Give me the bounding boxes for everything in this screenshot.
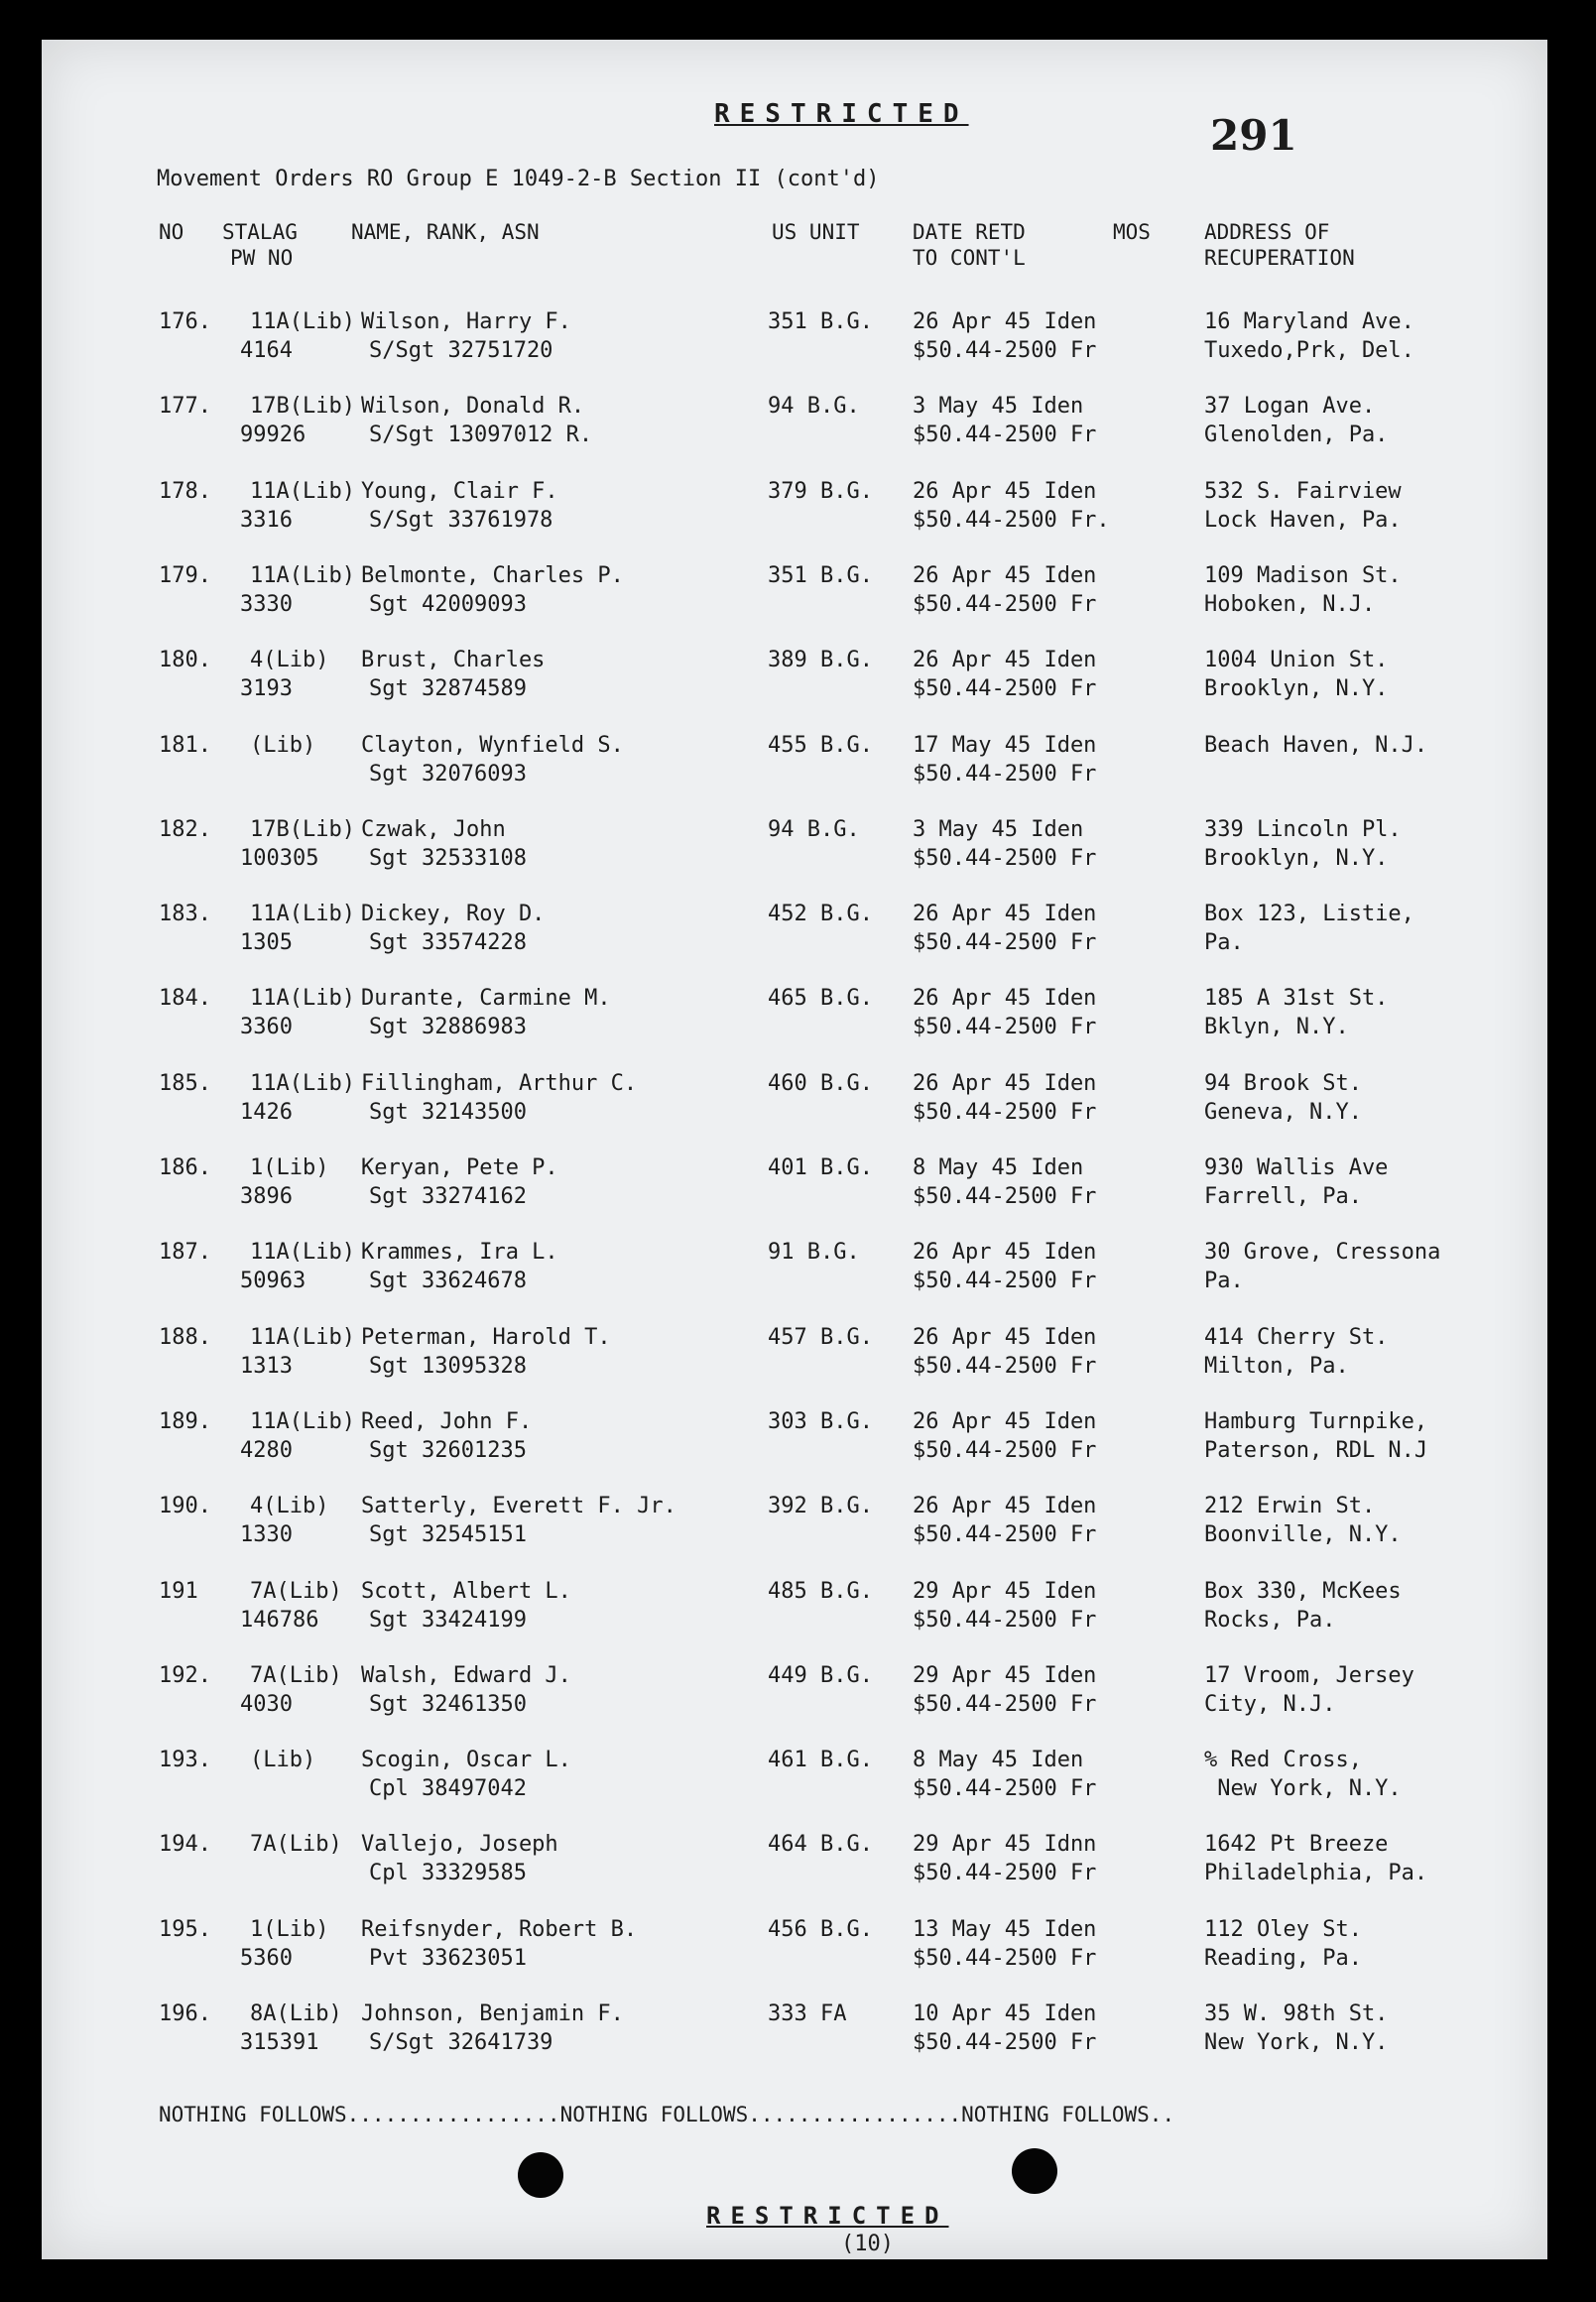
address-line-1: 532 S. Fairview (1204, 478, 1402, 504)
col-header-address: ADDRESS OF (1204, 220, 1330, 244)
address-line-1: 109 Madison St. (1204, 562, 1402, 588)
address-line-1: 37 Logan Ave. (1204, 394, 1376, 420)
pw-number: 1330 (240, 1522, 293, 1548)
punch-hole (1012, 2148, 1057, 2194)
address-line-1: 414 Cherry St. (1204, 1324, 1389, 1350)
pw-number: 1426 (240, 1099, 293, 1125)
table-row (42, 300, 1547, 379)
rank-asn: Sgt 32874589 (369, 676, 527, 702)
row-number: 178. (159, 478, 211, 504)
date-returned: 8 May 45 Iden (913, 1748, 1084, 1773)
pw-number: 3330 (240, 591, 293, 617)
col-header-name: NAME, RANK, ASN (351, 220, 540, 244)
date-returned: 10 Apr 45 Iden (913, 2001, 1097, 2026)
soldier-name: Peterman, Harold T. (361, 1324, 611, 1350)
row-number: 191 (159, 1578, 198, 1604)
us-unit: 351 B.G. (768, 562, 873, 588)
row-number: 180. (159, 648, 211, 673)
row-number: 183. (159, 902, 211, 927)
stalag: 11A(Lib) (250, 902, 355, 927)
pw-number: 5360 (240, 1945, 293, 1971)
table-row (42, 1907, 1547, 1987)
address-line-1: 35 W. 98th St. (1204, 2001, 1389, 2026)
us-unit: 333 FA (768, 2001, 847, 2026)
stalag: 1(Lib) (250, 1916, 329, 1942)
row-number: 182. (159, 816, 211, 842)
date-returned: 26 Apr 45 Iden (913, 986, 1097, 1012)
us-unit: 464 B.G. (768, 1832, 873, 1858)
soldier-name: Belmonte, Charles P. (361, 562, 624, 588)
stalag: 7A(Lib) (250, 1832, 342, 1858)
address-line-1: 16 Maryland Ave. (1204, 309, 1414, 334)
stalag: 11A(Lib) (250, 309, 355, 334)
soldier-name: Clayton, Wynfield S. (361, 732, 624, 758)
stalag: 4(Lib) (250, 1494, 329, 1519)
finance-note: $50.44-2500 Fr (913, 1099, 1097, 1125)
table-row (42, 1061, 1547, 1141)
address-line-2: Tuxedo,Prk, Del. (1204, 338, 1414, 363)
date-returned: 26 Apr 45 Iden (913, 562, 1097, 588)
finance-note: $50.44-2500 Fr (913, 1184, 1097, 1209)
address-line-2: Boonville, N.Y. (1204, 1522, 1402, 1548)
table-row (42, 807, 1547, 887)
table-row (42, 1992, 1547, 2071)
address-line-1: % Red Cross, (1204, 1748, 1362, 1773)
finance-note: $50.44-2500 Fr (913, 1861, 1097, 1886)
col-header-mos: MOS (1113, 220, 1151, 244)
rank-asn: Sgt 32461350 (369, 1691, 527, 1717)
soldier-name: Keryan, Pete P. (361, 1155, 558, 1180)
rank-asn: Sgt 32143500 (369, 1099, 527, 1125)
classification-header: RESTRICTED (714, 99, 969, 129)
soldier-name: Reed, John F. (361, 1408, 533, 1434)
rank-asn: Sgt 42009093 (369, 591, 527, 617)
us-unit: 303 B.G. (768, 1408, 873, 1434)
stalag: 11A(Lib) (250, 986, 355, 1012)
row-number: 177. (159, 394, 211, 420)
us-unit: 392 B.G. (768, 1494, 873, 1519)
col-header-pw-no: PW NO (230, 246, 294, 270)
address-line-1: 339 Lincoln Pl. (1204, 816, 1402, 842)
stalag: 1(Lib) (250, 1155, 329, 1180)
table-row (42, 1569, 1547, 1648)
rank-asn: S/Sgt 13097012 R. (369, 423, 593, 448)
finance-note: $50.44-2500 Fr (913, 676, 1097, 702)
row-number: 184. (159, 986, 211, 1012)
pw-number: 1305 (240, 930, 293, 956)
address-line-2: Hoboken, N.J. (1204, 591, 1376, 617)
stalag: 4(Lib) (250, 648, 329, 673)
table-row (42, 638, 1547, 717)
sheet-number: (10) (841, 2232, 894, 2256)
address-line-2: Pa. (1204, 930, 1244, 956)
us-unit: 389 B.G. (768, 648, 873, 673)
soldier-name: Dickey, Roy D. (361, 902, 546, 927)
stalag: 11A(Lib) (250, 1240, 355, 1266)
pw-number: 315391 (240, 2030, 319, 2055)
finance-note: $50.44-2500 Fr (913, 1437, 1097, 1463)
table-row (42, 1146, 1547, 1225)
soldier-name: Satterly, Everett F. Jr. (361, 1494, 676, 1519)
finance-note: $50.44-2500 Fr (913, 2030, 1097, 2055)
soldier-name: Vallejo, Joseph (361, 1832, 558, 1858)
row-number: 179. (159, 562, 211, 588)
finance-note: $50.44-2500 Fr (913, 1015, 1097, 1040)
pw-number: 100305 (240, 845, 319, 871)
address-line-2: Brooklyn, N.Y. (1204, 845, 1389, 871)
date-returned: 29 Apr 45 Iden (913, 1578, 1097, 1604)
finance-note: $50.44-2500 Fr (913, 1691, 1097, 1717)
stalag: 11A(Lib) (250, 1324, 355, 1350)
us-unit: 452 B.G. (768, 902, 873, 927)
stalag: 17B(Lib) (250, 394, 355, 420)
date-returned: 29 Apr 45 Iden (913, 1662, 1097, 1688)
pw-number: 3193 (240, 676, 293, 702)
finance-note: $50.44-2500 Fr (913, 338, 1097, 363)
row-number: 193. (159, 1748, 211, 1773)
table-row (42, 1484, 1547, 1563)
soldier-name: Johnson, Benjamin F. (361, 2001, 624, 2026)
address-line-1: 30 Grove, Cressona (1204, 1240, 1441, 1266)
address-line-1: 1642 Pt Breeze (1204, 1832, 1389, 1858)
rank-asn: Sgt 33424199 (369, 1607, 527, 1633)
col-header-address-2: RECUPERATION (1204, 246, 1355, 270)
stalag: 7A(Lib) (250, 1662, 342, 1688)
address-line-2: Paterson, RDL N.J (1204, 1437, 1428, 1463)
soldier-name: Scott, Albert L. (361, 1578, 571, 1604)
row-number: 185. (159, 1070, 211, 1096)
row-number: 194. (159, 1832, 211, 1858)
address-line-2: City, N.J. (1204, 1691, 1336, 1717)
punch-hole (518, 2152, 563, 2198)
address-line-1: 212 Erwin St. (1204, 1494, 1376, 1519)
row-number: 195. (159, 1916, 211, 1942)
date-returned: 26 Apr 45 Iden (913, 902, 1097, 927)
date-returned: 26 Apr 45 Iden (913, 309, 1097, 334)
pw-number: 146786 (240, 1607, 319, 1633)
rank-asn: Pvt 33623051 (369, 1945, 527, 1971)
address-line-1: Box 330, McKees (1204, 1578, 1402, 1604)
us-unit: 485 B.G. (768, 1578, 873, 1604)
table-row (42, 723, 1547, 802)
rank-asn: Sgt 32076093 (369, 761, 527, 787)
stalag: 11A(Lib) (250, 1408, 355, 1434)
stalag: 11A(Lib) (250, 478, 355, 504)
date-returned: 26 Apr 45 Iden (913, 1408, 1097, 1434)
rank-asn: Sgt 32886983 (369, 1015, 527, 1040)
rank-asn: S/Sgt 33761978 (369, 507, 553, 533)
rank-asn: Sgt 13095328 (369, 1353, 527, 1379)
finance-note: $50.44-2500 Fr (913, 1776, 1097, 1802)
date-returned: 17 May 45 Iden (913, 732, 1097, 758)
address-line-2: Bklyn, N.Y. (1204, 1015, 1349, 1040)
table-row (42, 1315, 1547, 1394)
address-line-1: 185 A 31st St. (1204, 986, 1389, 1012)
row-number: 188. (159, 1324, 211, 1350)
finance-note: $50.44-2500 Fr (913, 1353, 1097, 1379)
address-line-1: 1004 Union St. (1204, 648, 1389, 673)
soldier-name: Krammes, Ira L. (361, 1240, 558, 1266)
table-row (42, 1230, 1547, 1309)
us-unit: 456 B.G. (768, 1916, 873, 1942)
soldier-name: Walsh, Edward J. (361, 1662, 571, 1688)
soldier-name: Fillingham, Arthur C. (361, 1070, 638, 1096)
finance-note: $50.44-2500 Fr (913, 591, 1097, 617)
col-header-stalag: STALAG (222, 220, 298, 244)
address-line-2: New York, N.Y. (1204, 1776, 1402, 1802)
date-returned: 26 Apr 45 Iden (913, 478, 1097, 504)
stalag: (Lib) (250, 1748, 316, 1773)
stalag: (Lib) (250, 732, 316, 758)
us-unit: 379 B.G. (768, 478, 873, 504)
pw-number: 1313 (240, 1353, 293, 1379)
document-page (42, 40, 1547, 2259)
finance-note: $50.44-2500 Fr (913, 761, 1097, 787)
us-unit: 351 B.G. (768, 309, 873, 334)
address-line-2: Reading, Pa. (1204, 1945, 1362, 1971)
date-returned: 8 May 45 Iden (913, 1155, 1084, 1180)
pw-number: 4280 (240, 1437, 293, 1463)
address-line-1: 112 Oley St. (1204, 1916, 1362, 1942)
finance-note: $50.44-2500 Fr (913, 1269, 1097, 1294)
date-returned: 26 Apr 45 Iden (913, 1070, 1097, 1096)
rank-asn: Cpl 33329585 (369, 1861, 527, 1886)
date-returned: 3 May 45 Iden (913, 816, 1084, 842)
address-line-2: Philadelphia, Pa. (1204, 1861, 1428, 1886)
stalag: 11A(Lib) (250, 562, 355, 588)
classification-footer: RESTRICTED (706, 2202, 949, 2230)
rank-asn: Sgt 32601235 (369, 1437, 527, 1463)
pw-number: 3360 (240, 1015, 293, 1040)
finance-note: $50.44-2500 Fr (913, 1522, 1097, 1548)
pw-number: 4164 (240, 338, 293, 363)
col-header-unit: US UNIT (772, 220, 860, 244)
table-row (42, 1822, 1547, 1901)
date-returned: 26 Apr 45 Iden (913, 648, 1097, 673)
address-line-2: Geneva, N.Y. (1204, 1099, 1362, 1125)
soldier-name: Young, Clair F. (361, 478, 558, 504)
pw-number: 99926 (240, 423, 307, 448)
pw-number: 3316 (240, 507, 293, 533)
date-returned: 13 May 45 Iden (913, 1916, 1097, 1942)
date-returned: 26 Apr 45 Iden (913, 1240, 1097, 1266)
row-number: 189. (159, 1408, 211, 1434)
soldier-name: Reifsnyder, Robert B. (361, 1916, 638, 1942)
rank-asn: Sgt 33624678 (369, 1269, 527, 1294)
col-header-date-2: TO CONT'L (913, 246, 1026, 270)
us-unit: 449 B.G. (768, 1662, 873, 1688)
page-number: 291 (1210, 111, 1297, 160)
rank-asn: S/Sgt 32751720 (369, 338, 553, 363)
address-line-2: Farrell, Pa. (1204, 1184, 1362, 1209)
rank-asn: S/Sgt 32641739 (369, 2030, 553, 2055)
us-unit: 94 B.G. (768, 394, 860, 420)
address-line-1: Hamburg Turnpike, (1204, 1408, 1428, 1434)
date-returned: 3 May 45 Iden (913, 394, 1084, 420)
us-unit: 91 B.G. (768, 1240, 860, 1266)
soldier-name: Durante, Carmine M. (361, 986, 611, 1012)
address-line-2: New York, N.Y. (1204, 2030, 1389, 2055)
us-unit: 461 B.G. (768, 1748, 873, 1773)
address-line-2: Glenolden, Pa. (1204, 423, 1389, 448)
rank-asn: Sgt 33574228 (369, 930, 527, 956)
table-row (42, 1399, 1547, 1479)
address-line-2: Milton, Pa. (1204, 1353, 1349, 1379)
col-header-date: DATE RETD (913, 220, 1026, 244)
table-row (42, 892, 1547, 971)
rank-asn: Cpl 38497042 (369, 1776, 527, 1802)
row-number: 176. (159, 309, 211, 334)
stalag: 17B(Lib) (250, 816, 355, 842)
date-returned: 26 Apr 45 Iden (913, 1494, 1097, 1519)
us-unit: 457 B.G. (768, 1324, 873, 1350)
us-unit: 465 B.G. (768, 986, 873, 1012)
soldier-name: Brust, Charles (361, 648, 546, 673)
row-number: 186. (159, 1155, 211, 1180)
rank-asn: Sgt 32545151 (369, 1522, 527, 1548)
address-line-1: 930 Wallis Ave (1204, 1155, 1389, 1180)
date-returned: 29 Apr 45 Idnn (913, 1832, 1097, 1858)
finance-note: $50.44-2500 Fr (913, 423, 1097, 448)
table-row (42, 1653, 1547, 1733)
table-row (42, 553, 1547, 633)
us-unit: 94 B.G. (768, 816, 860, 842)
row-number: 196. (159, 2001, 211, 2026)
table-row (42, 1738, 1547, 1817)
address-line-1: Box 123, Listie, (1204, 902, 1414, 927)
address-line-1: 94 Brook St. (1204, 1070, 1362, 1096)
stalag: 7A(Lib) (250, 1578, 342, 1604)
soldier-name: Czwak, John (361, 816, 506, 842)
finance-note: $50.44-2500 Fr (913, 1607, 1097, 1633)
nothing-follows-line: NOTHING FOLLOWS.................NOTHING FOLLOWS.................NOTHING FOLLOWS.. (159, 2103, 1175, 2126)
pw-number: 3896 (240, 1184, 293, 1209)
date-returned: 26 Apr 45 Iden (913, 1324, 1097, 1350)
finance-note: $50.44-2500 Fr. (913, 507, 1110, 533)
soldier-name: Wilson, Donald R. (361, 394, 585, 420)
address-line-2: Rocks, Pa. (1204, 1607, 1336, 1633)
finance-note: $50.44-2500 Fr (913, 930, 1097, 956)
row-number: 192. (159, 1662, 211, 1688)
col-header-no: NO (159, 220, 184, 244)
table-row (42, 469, 1547, 548)
address-line-1: Beach Haven, N.J. (1204, 732, 1428, 758)
rank-asn: Sgt 32533108 (369, 845, 527, 871)
address-line-2: Brooklyn, N.Y. (1204, 676, 1389, 702)
us-unit: 401 B.G. (768, 1155, 873, 1180)
row-number: 181. (159, 732, 211, 758)
address-line-1: 17 Vroom, Jersey (1204, 1662, 1414, 1688)
finance-note: $50.44-2500 Fr (913, 1945, 1097, 1971)
address-line-2: Pa. (1204, 1269, 1244, 1294)
pw-number: 50963 (240, 1269, 307, 1294)
soldier-name: Scogin, Oscar L. (361, 1748, 571, 1773)
row-number: 190. (159, 1494, 211, 1519)
rank-asn: Sgt 33274162 (369, 1184, 527, 1209)
document-subtitle: Movement Orders RO Group E 1049-2-B Section II (cont'd) (157, 167, 880, 191)
stalag: 11A(Lib) (250, 1070, 355, 1096)
address-line-2: Lock Haven, Pa. (1204, 507, 1402, 533)
finance-note: $50.44-2500 Fr (913, 845, 1097, 871)
stalag: 8A(Lib) (250, 2001, 342, 2026)
us-unit: 455 B.G. (768, 732, 873, 758)
table-row (42, 976, 1547, 1055)
soldier-name: Wilson, Harry F. (361, 309, 571, 334)
pw-number: 4030 (240, 1691, 293, 1717)
row-number: 187. (159, 1240, 211, 1266)
table-row (42, 384, 1547, 463)
us-unit: 460 B.G. (768, 1070, 873, 1096)
